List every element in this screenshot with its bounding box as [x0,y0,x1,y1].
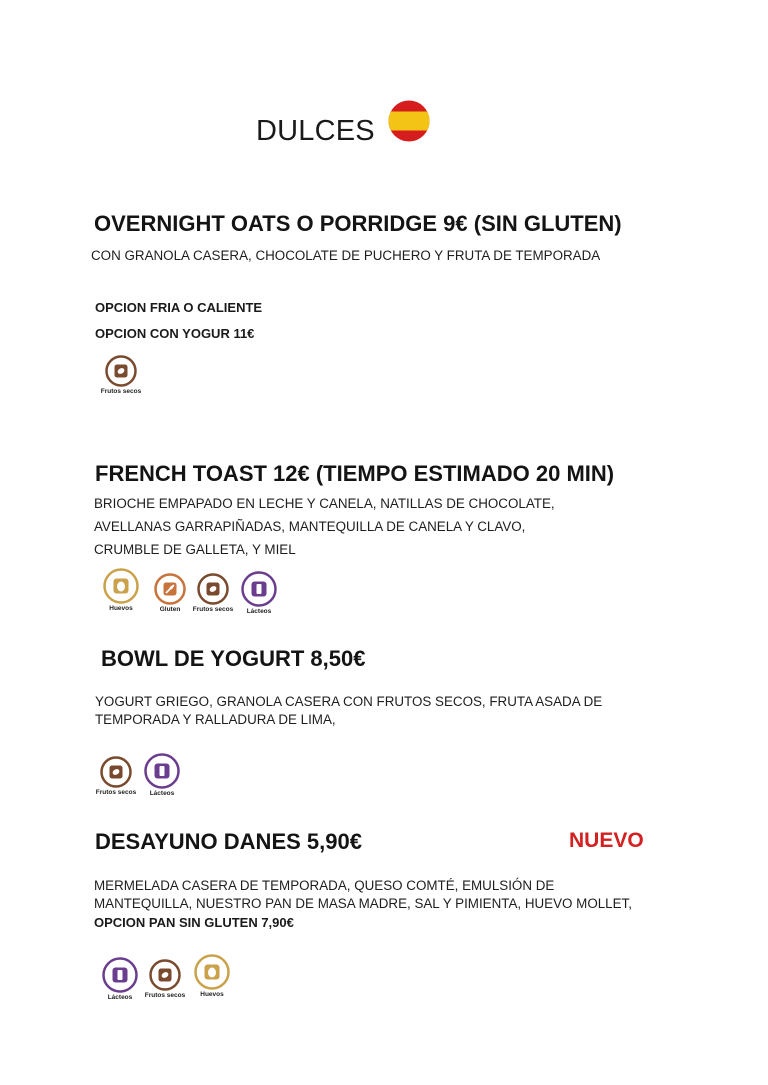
allergen-badge [189,573,237,613]
allergen-badge [188,954,236,998]
item-title-french-toast: FRENCH TOAST 12€ (TIEMPO ESTIMADO 20 MIN) [95,461,615,486]
allergen-label: Frutos secos [95,789,137,796]
item-description: CRUMBLE DE GALLETA, Y MIEL [94,542,296,557]
item-description: YOGURT GRIEGO, GRANOLA CASERA CON FRUTOS SECOS, FRUTA ASADA DE [95,694,603,709]
item-description: MANTEQUILLA, NUESTRO PAN DE MASA MADRE, SAL Y PIMIENTA, HUEVO MOLLET, [94,896,632,911]
spain-flag-icon [388,100,430,147]
item-title-desayuno-danes: DESAYUNO DANES 5,90€ [95,829,362,854]
item-description: TEMPORADA Y RALLADURA DE LIMA, [95,712,336,727]
item-description: AVELLANAS GARRAPIÑADAS, MANTEQUILLA DE CANELA Y CLAVO, [94,519,526,534]
dairy-icon [144,753,180,789]
item-option: OPCION FRIA O CALIENTE [95,300,263,315]
allergen-label: Huevos [200,991,224,998]
eggs-icon [194,954,230,990]
dairy-icon [241,571,277,607]
allergen-badge [97,568,145,612]
allergen-label: Lácteos [107,994,133,1001]
item-description: MERMELADA CASERA DE TEMPORADA, QUESO COMTÉ, EMULSIÓN DE [94,878,555,893]
allergen-label: Gluten [159,606,181,613]
item-description: BRIOCHE EMPAPADO EN LECHE Y CANELA, NATILLAS DE CHOCOLATE, [94,496,555,511]
allergen-label: Lácteos [149,790,175,797]
item-description: CON GRANOLA CASERA, CHOCOLATE DE PUCHERO Y FRUTA DE TEMPORADA [91,248,601,263]
item-title-overnight-oats: OVERNIGHT OATS O PORRIDGE 9€ (SIN GLUTEN) [94,211,622,236]
page-title: DULCES [256,115,375,147]
item-title-bowl-de-yogurt: BOWL DE YOGURT 8,50€ [101,646,366,671]
allergen-badge [97,355,145,395]
gluten-icon [154,573,186,605]
new-badge: NUEVO [569,829,644,852]
allergen-label: Frutos secos [192,606,234,613]
nuts-icon [100,756,132,788]
allergen-label: Frutos secos [144,992,186,999]
nuts-icon [197,573,229,605]
dairy-icon [102,957,138,993]
allergen-badge [235,571,283,615]
allergen-label: Lácteos [246,608,272,615]
allergen-badge [96,957,144,1001]
allergen-badge [138,753,186,797]
allergen-label: Frutos secos [100,388,142,395]
allergen-badge [92,756,140,796]
item-option: OPCION PAN SIN GLUTEN 7,90€ [94,915,294,930]
nuts-icon [105,355,137,387]
item-option: OPCION CON YOGUR 11€ [95,326,255,341]
allergen-badge [141,959,189,999]
allergen-label: Huevos [109,605,133,612]
allergen-badge [146,573,194,613]
nuts-icon [149,959,181,991]
eggs-icon [103,568,139,604]
